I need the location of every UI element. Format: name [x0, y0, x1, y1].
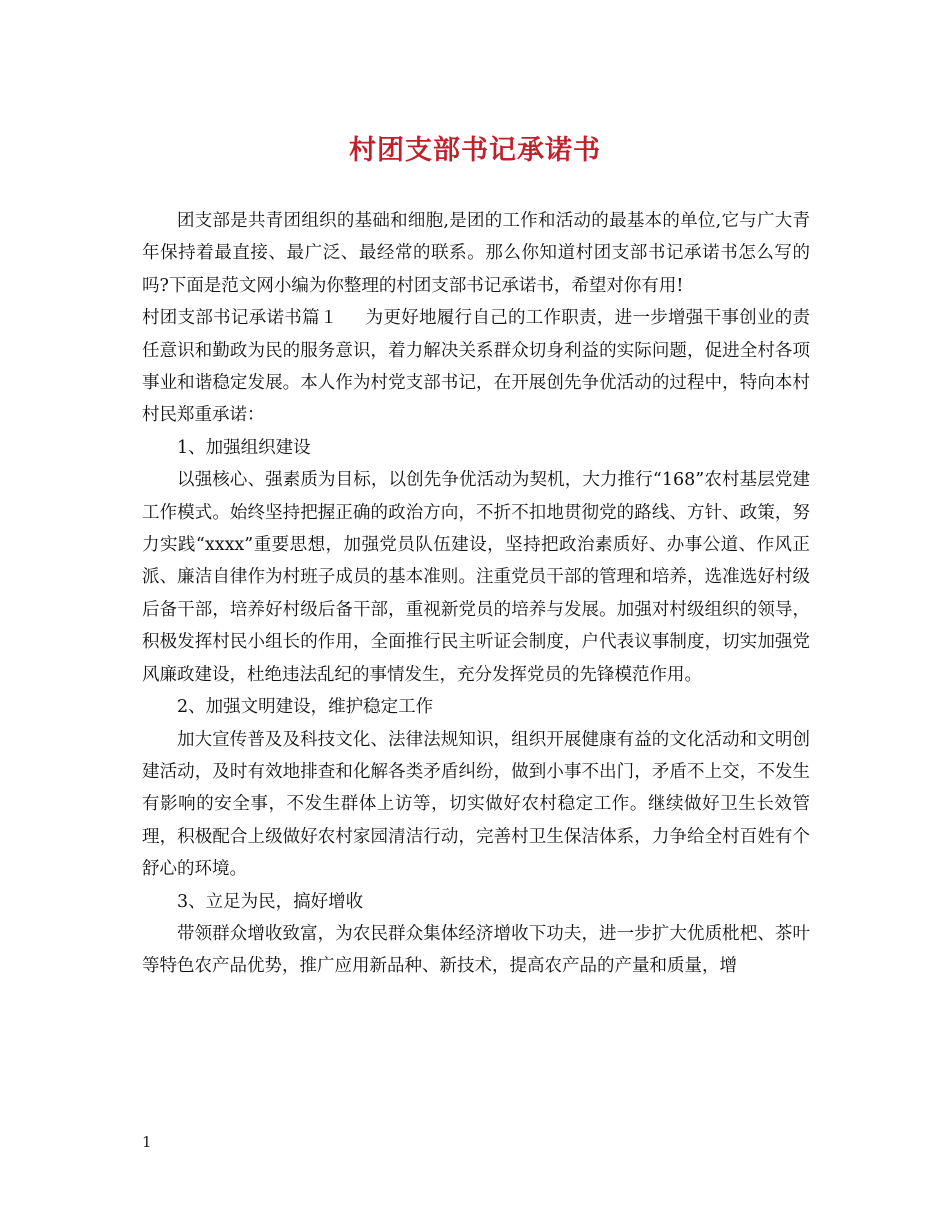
section-text-3: 带领群众增收致富，为农民群众集体经济增收下功夫，进一步扩大优质枇杷、茶叶等特色农产品优势，推广应用新品种、新技术，提高农产品的产量和质量，增: [142, 923, 810, 977]
page-number: 1: [142, 1133, 152, 1151]
document-body: [142, 205, 810, 983]
section-heading-2: 2、加强文明建设，维护稳定工作: [177, 697, 434, 718]
article-opening-text: 为更好地履行自己的工作职责，进一步增强干事创业的责任意识和勤政为民的服务意识，着力解决关系群众切身利益的实际问题，促进全村各项事业和谐稳定发展。本人作为村党支部书记，在开展创先争优活动的过程中，特向本村村民郑重承诺：: [142, 308, 811, 426]
intro-paragraph: 团支部是共青团组织的基础和细胞,是团的工作和活动的最基本的单位,它与广大青年保持着最直接、最广泛、最经常的联系。那么你知道村团支部书记承诺书怎么写的吗?下面是范文网小编为你整理的村团支部书记承诺书，希望对你有用!: [142, 211, 810, 296]
section-heading-3: 3、立足为民，搞好增收: [177, 891, 364, 912]
section-text-1: 以强核心、强素质为目标，以创先争优活动为契机，大力推行“168”农村基层党建工作模式。始终坚持把握正确的政治方向，不折不扣地贯彻党的路线、方针、政策，努力实践“xxxx”重要思想，加强党员队伍建设，坚持把政治素质好、办事公道、作风正派、廉洁自律作为村班子成员的基本准则。注重党员干部的管理和培养，选准选好村级后备干部，培养好村级后备干部，重视新党员的培养与发展。加强对村级组织的领导，积极发挥村民小组长的作用，全面推行民主听证会制度，户代表议事制度，切实加强党风廉政建设，杜绝违法乱纪的事情发生，充分发挥党员的先锋模范作用。: [142, 470, 810, 685]
document-title: 村团支部书记承诺书: [349, 135, 601, 166]
article-label: 村团支部书记承诺书篇１: [142, 308, 338, 329]
article-opening-paragraph: [142, 302, 810, 432]
section-heading-1: 1、加强组织建设: [177, 437, 311, 458]
section-text-2: 加大宣传普及及科技文化、法律法规知识，组织开展健康有益的文化活动和文明创建活动，及时有效地排查和化解各类矛盾纠纷，做到小事不出门，矛盾不上交，不发生有影响的安全事，不发生群体上访等，切实做好农村稳定工作。继续做好卫生长效管理，积极配合上级做好农村家园清洁行动，完善村卫生保洁体系，力争给全村百姓有个舒心的环境。: [142, 729, 810, 880]
